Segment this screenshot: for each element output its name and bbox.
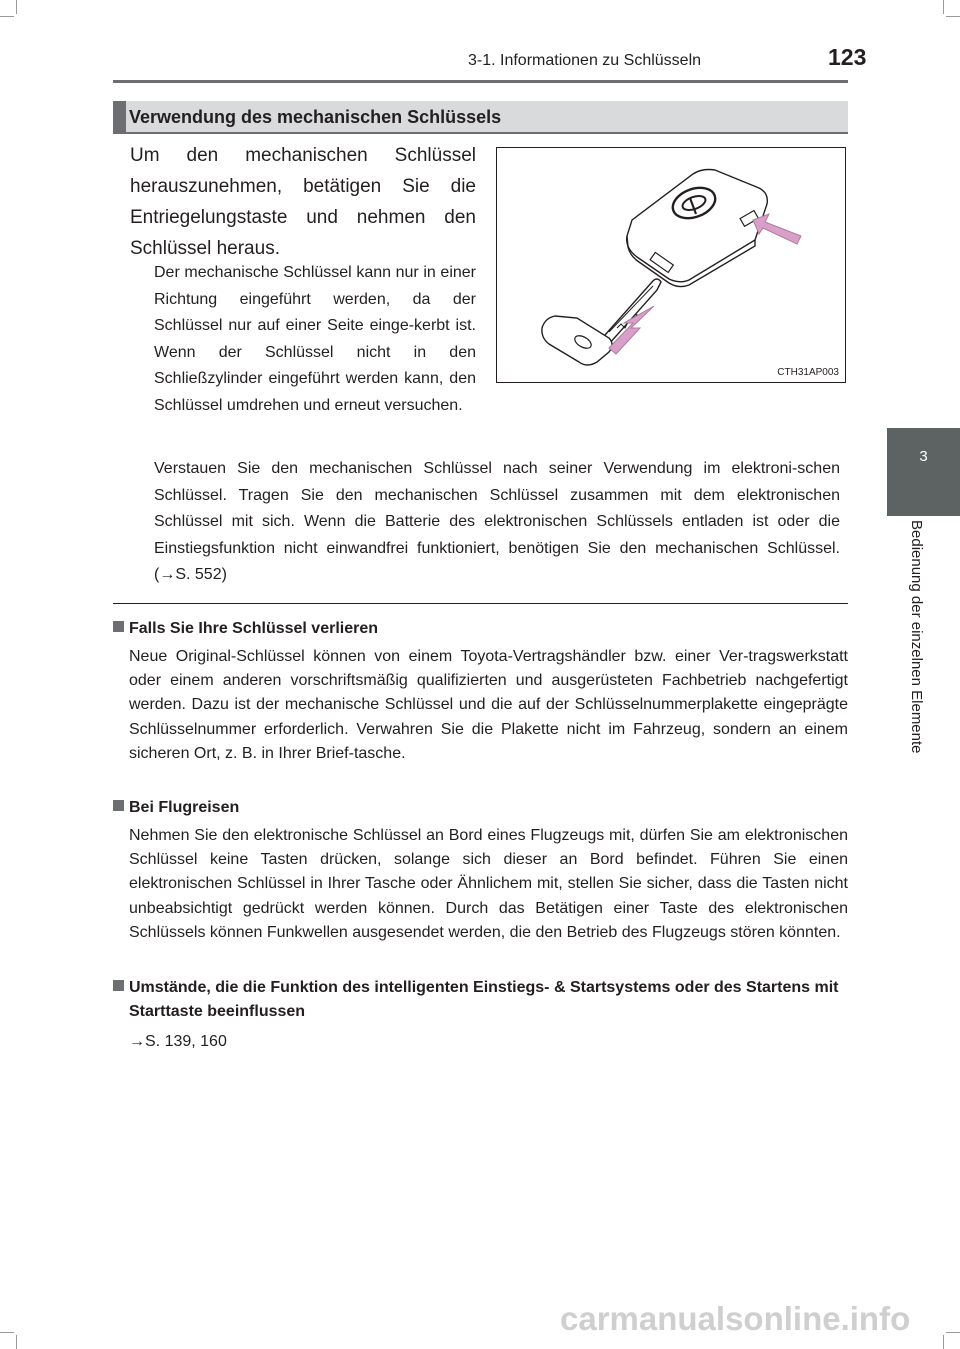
section-divider xyxy=(113,603,848,604)
page-number: 123 xyxy=(828,44,867,70)
subsection-lost-keys xyxy=(113,617,848,766)
square-bullet-icon xyxy=(113,800,124,811)
square-bullet-icon xyxy=(113,980,124,991)
key-illustration-drawing xyxy=(497,148,847,384)
header-rule xyxy=(113,80,848,83)
push-arrow-icon xyxy=(753,214,801,244)
crop-mark xyxy=(943,1335,944,1349)
key-illustration xyxy=(496,147,846,383)
subsection-heading: Falls Sie Ihre Schlüssel verlieren xyxy=(129,620,379,637)
crop-mark xyxy=(16,0,17,14)
crop-mark xyxy=(0,1332,14,1333)
chapter-tab[interactable] xyxy=(887,428,960,516)
crop-mark xyxy=(946,16,960,17)
chapter-header: 3-1. Informationen zu Schlüsseln xyxy=(468,52,702,69)
lead-paragraph: Um den mechanischen Schlüssel herauszunehmen, betätigen Sie die Entriegelungstaste und nehmen den Schlüssel heraus. xyxy=(130,145,476,259)
subsection-system-influences xyxy=(113,976,848,1054)
chapter-tab-label xyxy=(908,520,928,810)
chapter-tab-number: 3 xyxy=(919,448,928,465)
square-bullet-icon xyxy=(113,621,124,632)
note-paragraph: Verstauen Sie den mechanischen Schlüssel nach seiner Verwendung im elektroni-schen Schlüssel. Tragen Sie den mechanischen Schlüssel zusammen mit dem elektronischen Schlüssel mit sich. Wenn die Batterie des elektronischen Schlüssels entladen ist oder die Einstiegsfunktion nicht einwandfrei funktioniert, benötigen Sie den mechanischen Schlüssel. (→S. 552) xyxy=(154,460,840,583)
subsection-heading: Umstände, die die Funktion des intelligenten Einstiegs- & Startsystems oder des Startens mit Starttaste beeinflussen xyxy=(129,979,839,1020)
crop-mark xyxy=(946,1332,960,1333)
page-reference[interactable]: →S. 139, 160 xyxy=(129,1033,227,1050)
subsection-heading: Bei Flugreisen xyxy=(129,799,240,816)
subsection-body: Neue Original-Schlüssel können von einem Toyota-Vertragshändler bzw. einer Ver-tragswerkstatt oder einem anderen vorschriftsmäßig qualifizierten und ausgerüsteten Fachbetrieb nachgefertigt werden. Dazu ist der mechanische Schlüssel und die auf der Schlüsselnummerplakette eingeprägte Schlüsselnummer erforderlich. Verwahren Sie die Plakette nicht im Fahrzeug, sondern an einem sicheren Ort, z. B. in Ihrer Brief-tasche. xyxy=(129,648,848,762)
note-paragraph: Der mechanische Schlüssel kann nur in einer Richtung eingeführt werden, da der Schlüssel nur auf einer Seite einge-kerbt ist. Wenn der Schlüssel nicht in den Schließzylinder eingeführt werden kann, den Schlüssel umdrehen und erneut versuchen. xyxy=(154,264,476,414)
section-heading-bar xyxy=(113,101,848,134)
crop-mark xyxy=(943,0,944,14)
crop-mark xyxy=(0,16,14,17)
watermark: carmanualsonline.info xyxy=(560,1300,911,1337)
chapter-tab-label-text: Bedienung der einzelnen Elemente xyxy=(908,520,925,754)
section-title: Verwendung des mechanischen Schlüssels xyxy=(129,107,502,127)
subsection-body: Nehmen Sie den elektronische Schlüssel an Bord eines Flugzeugs mit, dürfen Sie am elektronischen Schlüssel keine Tasten drücken, solange sich dieser an Bord befindet. Führen Sie einen elektronischen Schlüssel in Ihrer Tasche oder Ähnlichem mit, stellen Sie sicher, dass die Tasten nicht unbeabsichtigt gedrückt werden können. Durch das Betätigen einer Taste des elektronischen Schlüssels können Funkwellen ausgesendet werden, die den Betrieb des Flugzeugs stören könnten. xyxy=(129,827,848,941)
figure-code: CTH31AP003 xyxy=(777,367,839,378)
subsection-air-travel xyxy=(113,796,848,945)
section-marker xyxy=(113,101,126,132)
crop-mark xyxy=(16,1335,17,1349)
